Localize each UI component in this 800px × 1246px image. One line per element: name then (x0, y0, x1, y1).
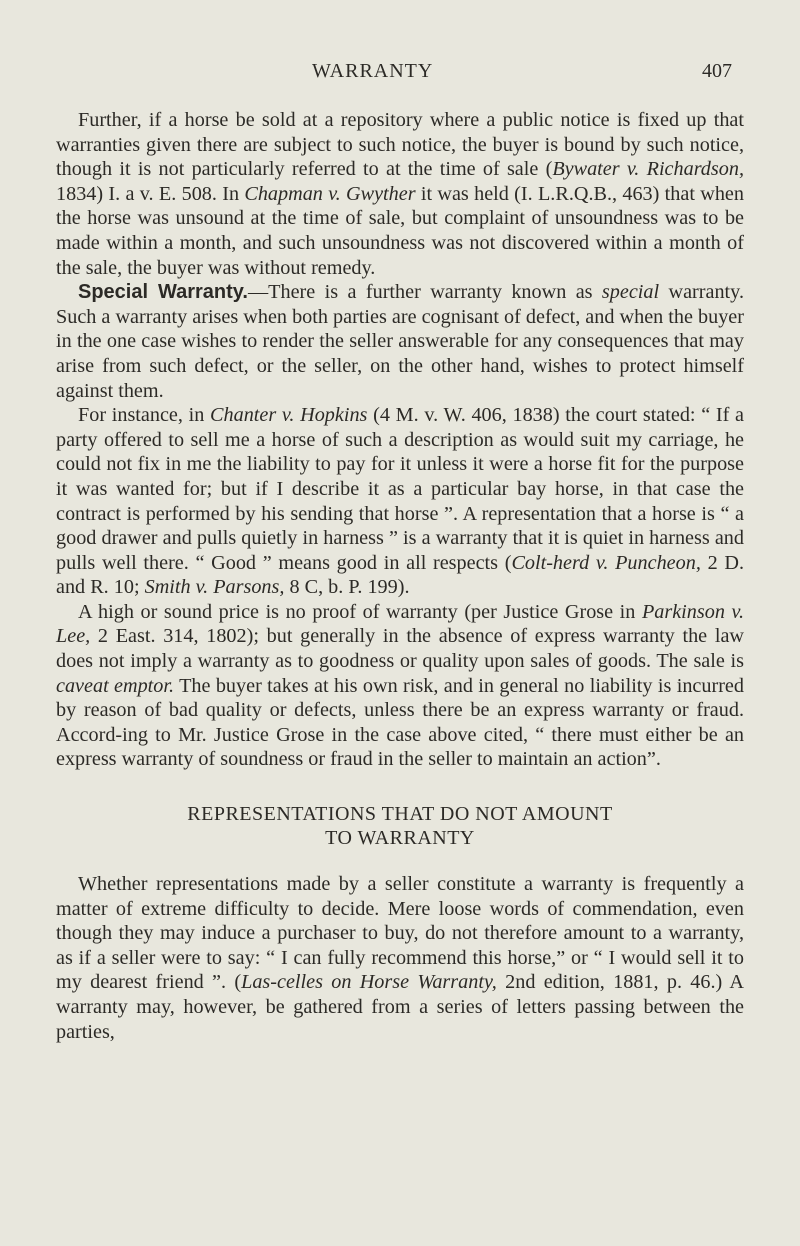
case-citation: Chanter v. Hopkins (210, 404, 368, 427)
text-run: The buyer takes at his own risk, and in general no liability is incurred by reason of bad quality or defects, unless there be an express warranty or fraud. Accord-ing to Mr. Justice Grose in the case above cited, “ there must either be an express warranty of soundness or fraud in the seller to maintain an action”. (56, 674, 744, 771)
case-citation: Chapman v. Gwyther (244, 182, 416, 205)
paragraph-price-no-proof (56, 600, 744, 772)
paragraph-chanter-hopkins (56, 403, 744, 600)
text-run: warranty. Such a warranty arises when both parties are cognisant of defect, and when the buyer in the one case wishes to render the seller answerable for any consequences that may arise from such defect, or the seller, on the other hand, wishes to protect himself against them. (56, 281, 744, 402)
case-citation: caveat emptor. (56, 674, 175, 697)
text-run: 2 D. and R. 10; (56, 551, 744, 599)
paragraph-repository-notice (56, 108, 744, 280)
text-run: it was held (I. L.R.Q.B., 463) that when the horse was unsound at the time of sale, but complaint of unsoundness was to be made within a month, and such unsoundness was not discovered within a month of the sale, the buyer was without remedy. (56, 182, 744, 279)
text-run: 2nd edition, 1881, p. 46.) A warranty may, however, be gathered from a series of letters passing between the parties, (56, 971, 745, 1043)
text-run: Further, if a horse be sold at a repository where a public notice is fixed up that warranties given there are subject to such notice, the buyer is bound by such notice, though it is not particularly referred to at the time of sale ( (56, 109, 744, 181)
text-run: For instance, in (78, 404, 211, 427)
paragraph-special-warranty (56, 280, 744, 403)
text-run: 1834) I. a v. E. 508. In (56, 182, 245, 205)
case-citation: Bywater v. Richardson, (552, 158, 744, 181)
page-number: 407 (702, 60, 732, 82)
running-head: WARRANTY (312, 60, 434, 82)
body-text (56, 108, 744, 1044)
case-citation: Las-celles on Horse Warranty, (241, 971, 497, 994)
text-run: —There is a further warranty known as (247, 281, 602, 304)
case-citation: special (601, 281, 660, 304)
text-run: 2 East. 314, 1802); but generally in the absence of express warranty the law does not imply a warranty as to goodness or quality upon sales of goods. The sale is (56, 625, 744, 673)
page-header (0, 58, 800, 88)
text-run: A high or sound price is no proof of warranty (per Justice Grose in (78, 600, 642, 623)
side-heading-special-warranty: Special Warranty. (78, 281, 248, 304)
case-citation: Parkinson v. Lee, (56, 600, 744, 648)
text-run: Whether representations made by a seller constitute a warranty is frequently a matter of extreme difficulty to decide. Mere loose words of commendation, even though they may induce a purchaser to buy, do not therefore amount to a warranty, as if a seller were to say: “ I can fully recommend this horse,” or “ I would sell it to my dearest friend ”. ( (56, 873, 744, 994)
text-run: (4 M. v. W. 406, 1838) the court stated: “ If a party offered to sell me a horse of such a description as would suit my carriage, he could not fix in me the liability to pay for it unless it were a horse fit for the purpose it was wanted for; but if I describe it as a particular bay horse, in that case the contract is performed by his sending that horse ”. A representation that a horse is “ a good drawer and pulls quietly in harness ” is a warranty that it is quiet in harness and pulls well there. “ Good ” means good in all respects ( (56, 404, 745, 574)
section-heading (56, 802, 744, 850)
section-heading-line-1: REPRESENTATIONS THAT DO NOT AMOUNT (187, 803, 613, 826)
case-citation: Smith v. Parsons, (144, 576, 285, 599)
case-citation: Colt-herd v. Puncheon, (511, 551, 701, 574)
section-heading-line-2: TO WARRANTY (325, 827, 475, 850)
text-run: 8 C, b. P. 199). (284, 576, 410, 599)
paragraph-representations (56, 872, 744, 1044)
